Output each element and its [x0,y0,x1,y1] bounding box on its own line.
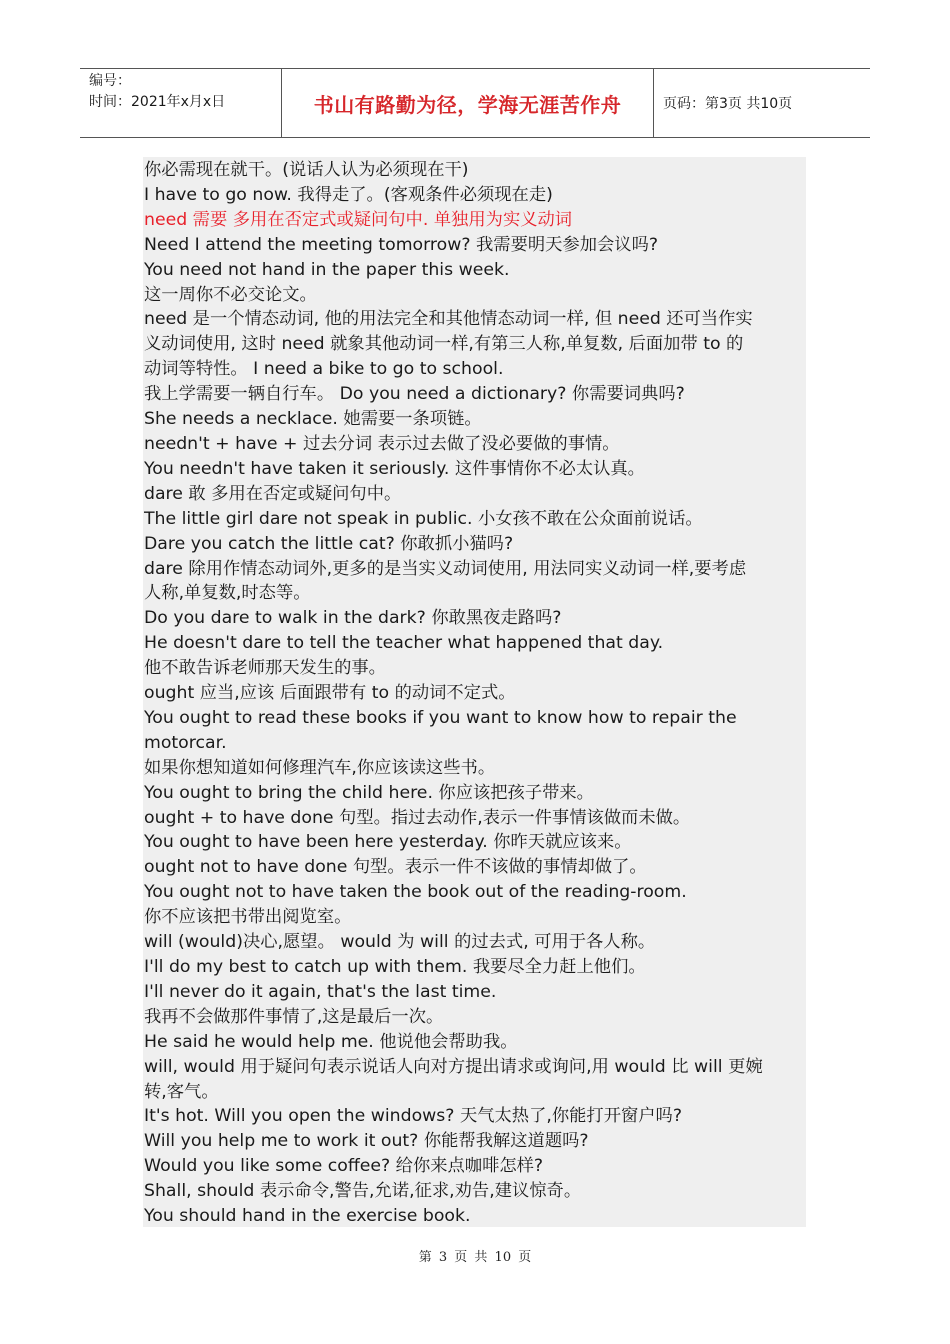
text-line: You ought to read these books if you want to know how to repair the [144,707,737,728]
text-line: 这一周你不必交论文。 [144,284,317,305]
text-line: 转,客气。 [144,1081,219,1102]
text-line: You need not hand in the paper this week. [144,259,510,280]
text-line: It's hot. Will you open the windows? 天气太热了,你能打开窗户吗? [144,1106,683,1127]
text-line: 我再不会做那件事情了,这是最后一次。 [144,1006,444,1027]
text-line: 我上学需要一辆自行车。 Do you need a dictionary? 你需要词典吗? [144,384,685,405]
text-line: 如果你想知道如何修理汽车,你应该读这些书。 [144,757,496,778]
text-line: He doesn't dare to tell the teacher what happened that day. [144,633,664,654]
header-page-info-cell [654,69,870,137]
text-line: I have to go now. 我得走了。(客观条件必须现在走) [144,184,553,205]
page-footer: 第 3 页 共 10 页 [418,1250,532,1265]
text-line: 义动词使用, 这时 need 就象其他动词一样,有第三人称,单复数, 后面加带 to 的 [144,334,744,355]
text-line: You needn't have taken it seriously. 这件事情你不必太认真。 [144,458,645,479]
header-page-info: 页码：第3页 共10页 [663,96,793,112]
text-line: Need I attend the meeting tomorrow? 我需要明天参加会议吗? [144,234,659,255]
number-label: 编号： [89,73,131,89]
text-line: You ought to bring the child here. 你应该把孩子带来。 [144,782,594,803]
text-line: 人称,单复数,时态等。 [144,583,311,604]
header-motto: 书山有路勤为径，学海无涯苦作舟 [313,92,622,117]
text-line: I'll never do it again, that's the last time. [144,981,497,1002]
text-line: ought + to have done 句型。指过去动作,表示一件事情该做而未做。 [144,807,691,828]
text-line: Would you like some coffee? 给你来点咖啡怎样? [144,1156,544,1177]
text-line: motorcar. [144,732,227,753]
text-line: You should hand in the exercise book. [144,1206,471,1227]
text-line: Dare you catch the little cat? 你敢抓小猫吗? [144,533,514,554]
text-line: ought 应当,应该 后面跟带有 to 的动词不定式。 [144,683,516,704]
text-line: need 是一个情态动词, 他的用法完全和其他情态动词一样, 但 need 还可当作实 [144,309,753,330]
document-body [143,157,806,1227]
header-meta [80,69,282,137]
text-line: dare 除用作情态动词外,更多的是当实义动词使用, 用法同实义动词一样,要考虑 [144,558,747,579]
text-line: Will you help me to work it out? 你能帮我解这道题吗? [144,1131,589,1152]
header-motto-cell [282,69,654,137]
text-line: Do you dare to walk in the dark? 你敢黑夜走路吗? [144,608,562,629]
text-line: You ought not to have taken the book out of the reading-room. [144,882,687,903]
text-line: will (would)决心,愿望。 would 为 will 的过去式, 可用于各人称。 [144,932,656,953]
text-line: 动词等特性。 I need a bike to go to school. [144,359,504,380]
text-line: He said he would help me. 他说他会帮助我。 [144,1031,518,1052]
text-line: I'll do my best to catch up with them. 我要尽全力赶上他们。 [144,957,646,977]
page-header [80,68,870,138]
text-line: 你必需现在就干。(说话人认为必须现在干) [144,160,469,180]
text-line: will, would 用于疑问句表示说话人向对方提出请求或询问,用 would 比 will 更婉 [144,1056,763,1077]
text-line: needn't + have + 过去分词 表示过去做了没必要做的事情。 [144,433,620,454]
text-line: dare 敢 多用在否定或疑问句中。 [144,483,402,504]
text-line: She needs a necklace. 她需要一条项链。 [144,409,482,430]
text-line: The little girl dare not speak in public. 小女孩不敢在公众面前说话。 [144,508,703,529]
text-line: You ought to have been here yesterday. 你昨天就应该来。 [144,832,632,853]
text-line: ought not to have done 句型。表示一件不该做的事情却做了。 [144,857,647,878]
time-label: 时间：2021年x月x日 [89,94,226,110]
text-line: need 需要 多用在否定式或疑问句中. 单独用为实义动词 [144,209,573,230]
text-line: 他不敢告诉老师那天发生的事。 [144,658,386,679]
text-line: Shall, should 表示命令,警告,允诺,征求,劝告,建议惊奇。 [144,1181,582,1202]
text-line: 你不应该把书带出阅览室。 [144,907,352,928]
